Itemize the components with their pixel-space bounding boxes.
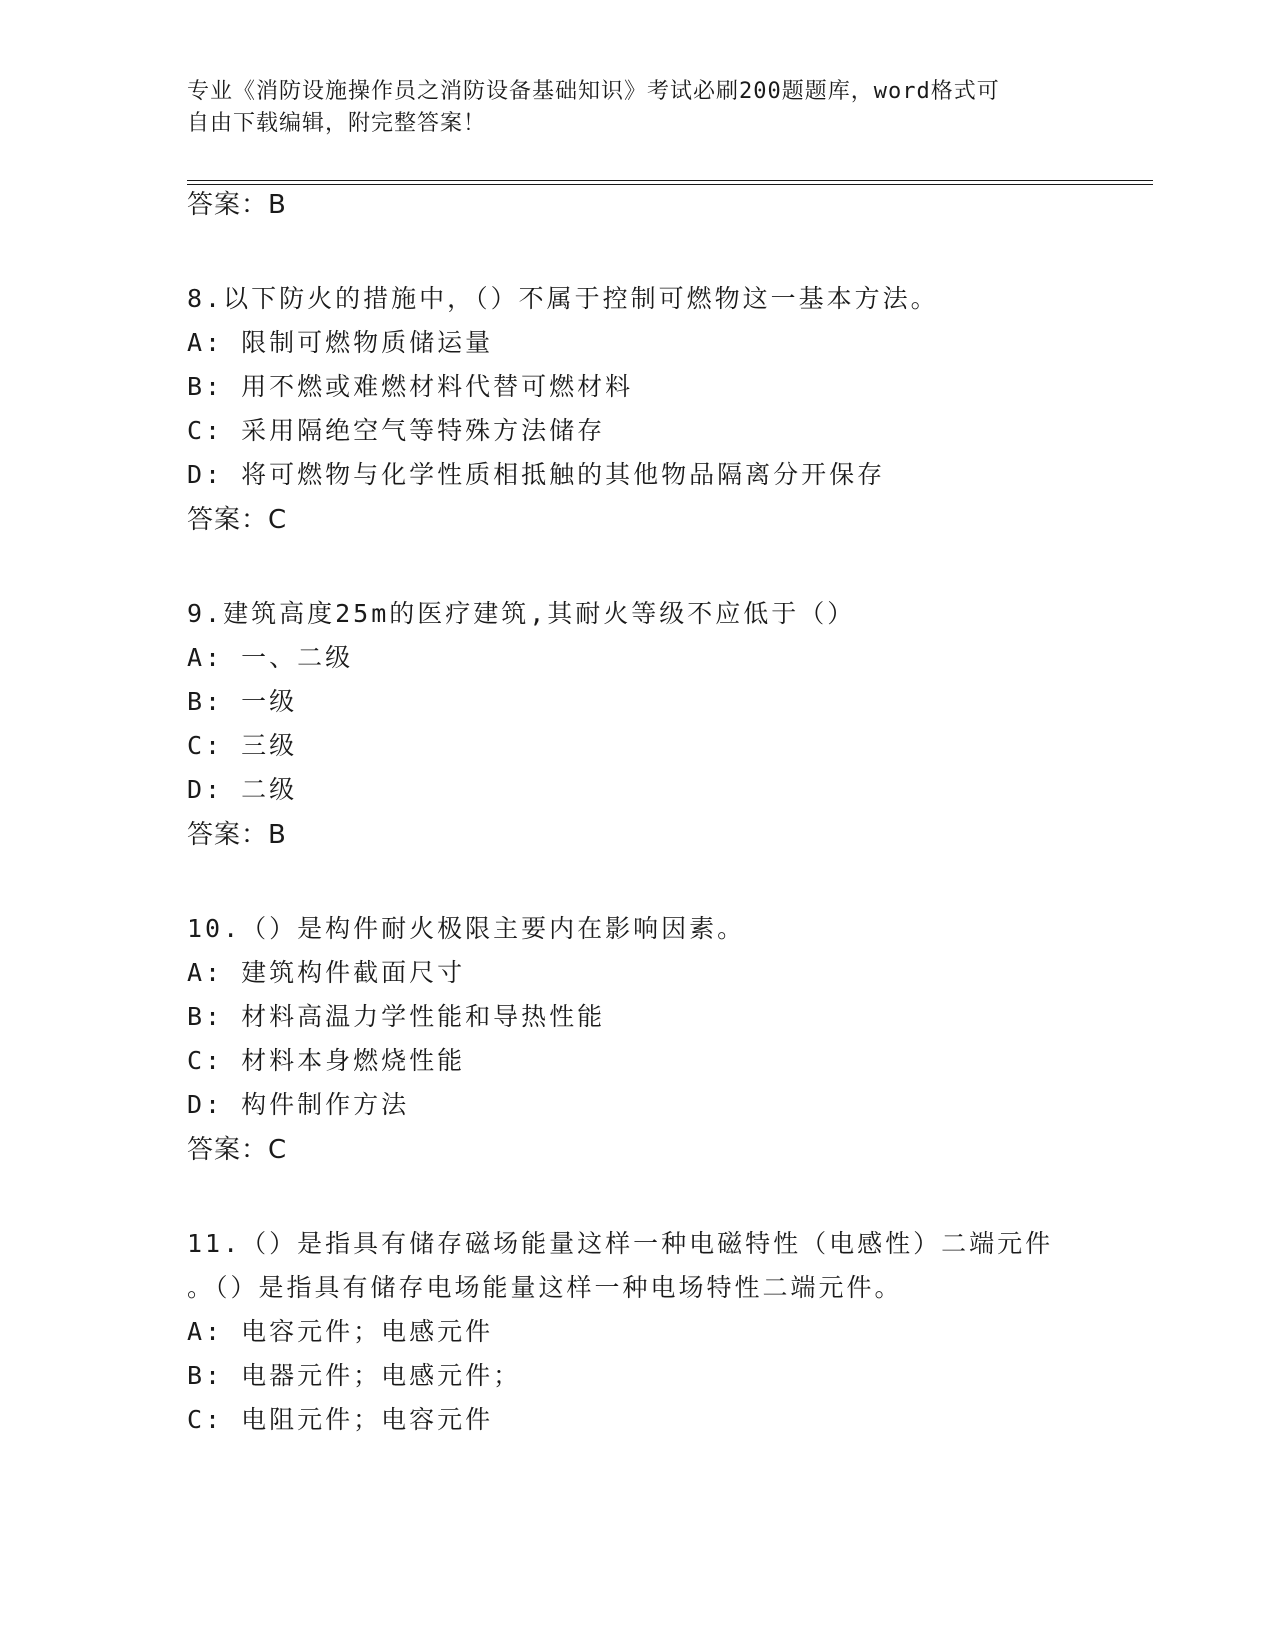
question-11-option-b: B: 电器元件；电感元件； xyxy=(187,1361,522,1390)
question-8-option-a: A: 限制可燃物质储运量 xyxy=(187,328,494,357)
question-9-option-c: C: 三级 xyxy=(187,731,298,760)
question-9-option-d: D: 二级 xyxy=(187,775,298,804)
question-11-option-a: A: 电容元件；电感元件 xyxy=(187,1317,494,1346)
question-10-option-a: A: 建筑构件截面尺寸 xyxy=(187,958,466,987)
header-divider-top xyxy=(187,180,1153,181)
question-11-option-c: C: 电阻元件；电容元件 xyxy=(187,1405,494,1434)
header-divider-bottom xyxy=(187,184,1153,185)
document-header xyxy=(187,76,1067,140)
answer-q7: 答案：B xyxy=(187,190,287,220)
answer-q8: 答案：C xyxy=(187,505,288,535)
answer-q10: 答案：C xyxy=(187,1135,288,1165)
header-line-2: 自由下载编辑，附完整答案！ xyxy=(187,111,487,136)
question-9-option-a: A: 一、二级 xyxy=(187,643,354,672)
question-10-stem: 10.（）是构件耐火极限主要内在影响因素。 xyxy=(187,914,746,943)
question-9-option-b: B: 一级 xyxy=(187,687,298,716)
question-11-stem-line-1: 11.（）是指具有储存磁场能量这样一种电磁特性（电感性）二端元件 xyxy=(187,1229,1054,1258)
question-9-stem: 9.建筑高度25m的医疗建筑,其耐火等级不应低于（） xyxy=(187,599,856,628)
question-10-option-c: C: 材料本身燃烧性能 xyxy=(187,1046,466,1075)
question-8-option-b: B: 用不燃或难燃材料代替可燃材料 xyxy=(187,372,634,401)
question-10-option-d: D: 构件制作方法 xyxy=(187,1090,410,1119)
question-8-option-c: C: 采用隔绝空气等特殊方法储存 xyxy=(187,416,606,445)
question-10-option-b: B: 材料高温力学性能和导热性能 xyxy=(187,1002,606,1031)
question-8-stem: 8.以下防火的措施中，（）不属于控制可燃物这一基本方法。 xyxy=(187,284,939,313)
question-8-option-d: D: 将可燃物与化学性质相抵触的其他物品隔离分开保存 xyxy=(187,460,886,489)
question-11-stem-line-2: 。（）是指具有储存电场能量这样一种电场特性二端元件。 xyxy=(187,1273,903,1302)
header-line-1: 专业《消防设施操作员之消防设备基础知识》考试必刷200题题库，word格式可 xyxy=(187,79,1000,104)
answer-q9: 答案：B xyxy=(187,820,287,850)
